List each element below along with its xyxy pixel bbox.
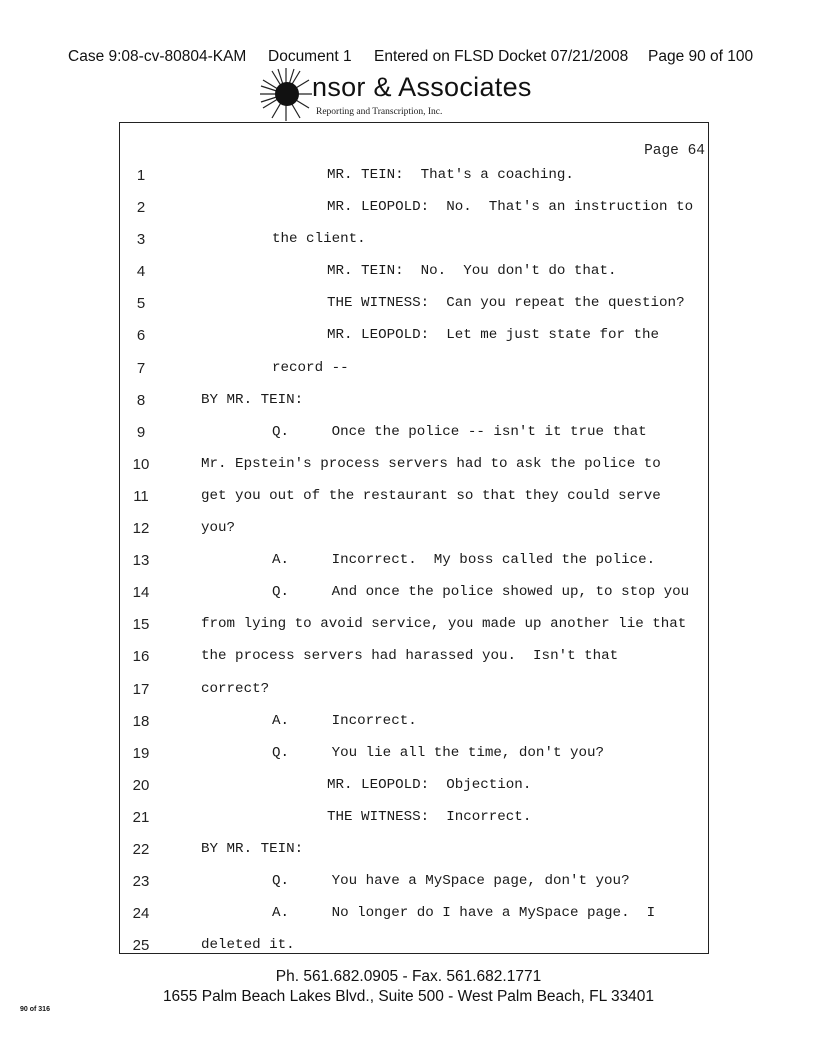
line-number: 2 — [136, 199, 146, 217]
line-text: from lying to avoid service, you made up another lie that — [201, 616, 687, 633]
transcript-line — [120, 834, 708, 866]
transcript-line — [120, 802, 708, 834]
line-text: MR. LEOPOLD: Objection. — [327, 776, 532, 793]
line-text: record -- — [272, 359, 349, 376]
line-text: Q. You have a MySpace page, don't you? — [272, 873, 630, 890]
line-text: Q. And once the police showed up, to stop you — [272, 584, 690, 601]
line-number: 5 — [136, 295, 146, 313]
line-number: 17 — [132, 680, 150, 698]
line-number: 4 — [136, 263, 146, 281]
line-number: 8 — [136, 391, 146, 409]
line-text: THE WITNESS: Incorrect. — [327, 808, 532, 825]
line-number: 7 — [136, 359, 146, 377]
brand-name: nsor & Associates — [312, 72, 532, 102]
line-text: correct? — [201, 680, 270, 697]
line-text: Q. You lie all the time, don't you? — [272, 744, 605, 761]
line-number: 21 — [132, 808, 150, 826]
transcript-line — [120, 706, 708, 738]
company-logo — [258, 66, 558, 126]
transcript-line — [120, 545, 708, 577]
line-number: 20 — [132, 776, 150, 794]
page-count: 90 of 316 — [20, 1006, 50, 1013]
line-text: the process servers had harassed you. Isn't that — [201, 648, 619, 665]
line-text: Mr. Epstein's process servers had to ask the police to — [201, 455, 661, 472]
transcript-line — [120, 256, 708, 288]
line-number: 23 — [132, 873, 150, 891]
document-number: Document 1 — [268, 48, 352, 65]
transcript-line — [120, 577, 708, 609]
line-number: 18 — [132, 712, 150, 730]
line-number: 14 — [132, 584, 150, 602]
line-text: get you out of the restaurant so that they could serve — [201, 487, 661, 504]
case-number: Case 9:08-cv-80804-KAM — [68, 48, 247, 65]
line-number: 12 — [132, 520, 150, 538]
line-text: MR. TEIN: That's a coaching. — [327, 167, 574, 183]
line-number: 13 — [132, 552, 150, 570]
transcript-line — [120, 609, 708, 641]
line-number: 9 — [136, 423, 146, 441]
line-text: the client. — [272, 231, 366, 248]
entered-date: Entered on FLSD Docket 07/21/2008 — [374, 48, 629, 65]
line-text: you? — [201, 520, 236, 537]
line-number: 10 — [132, 455, 150, 473]
line-number: 3 — [136, 231, 146, 249]
line-text: MR. LEOPOLD: Let me just state for the — [327, 327, 660, 344]
line-text: BY MR. TEIN: — [201, 391, 304, 408]
transcript-line — [120, 866, 708, 898]
transcript-line — [120, 513, 708, 545]
line-text: BY MR. TEIN: — [201, 840, 304, 857]
line-text: A. Incorrect. My boss called the police. — [272, 552, 656, 569]
transcript-line — [120, 770, 708, 802]
line-number: 6 — [136, 327, 146, 345]
line-number: 22 — [132, 840, 150, 858]
line-number: 16 — [132, 648, 150, 666]
transcript-line — [120, 738, 708, 770]
transcript-line — [120, 288, 708, 320]
transcript-page-label: Page 64 — [644, 143, 705, 159]
footer-address: 1655 Palm Beach Lakes Blvd., Suite 500 - West Palm Beach, FL 33401 — [162, 988, 655, 1005]
line-number: 11 — [133, 487, 149, 505]
line-text: Q. Once the police -- isn't it true that — [272, 423, 647, 440]
brand-tagline: Reporting and Transcription, Inc. — [316, 107, 443, 117]
transcript-line — [120, 449, 708, 481]
transcript-line — [120, 160, 708, 192]
line-number: 1 — [136, 167, 146, 184]
transcript-line — [120, 320, 708, 352]
transcript-line — [120, 224, 708, 256]
line-text: THE WITNESS: Can you repeat the question? — [327, 295, 685, 312]
transcript-lines — [120, 160, 708, 962]
transcript-line — [120, 192, 708, 224]
line-number: 19 — [132, 744, 150, 762]
line-text: deleted it. — [201, 937, 295, 954]
line-text: A. No longer do I have a MySpace page. I — [272, 905, 656, 922]
line-number: 24 — [132, 905, 150, 923]
line-number: 25 — [132, 937, 150, 955]
footer-phone: Ph. 561.682.0905 - Fax. 561.682.1771 — [275, 968, 542, 985]
transcript-line — [120, 385, 708, 417]
line-number: 15 — [132, 616, 150, 634]
transcript-line — [120, 417, 708, 449]
docket-page: Page 90 of 100 — [648, 48, 754, 65]
line-text: MR. LEOPOLD: No. That's an instruction to — [327, 199, 694, 216]
line-text: MR. TEIN: No. You don't do that. — [327, 263, 617, 280]
line-text: A. Incorrect. — [272, 712, 417, 729]
transcript-line — [120, 353, 708, 385]
sun-icon — [258, 66, 314, 122]
transcript-line — [120, 898, 708, 930]
transcript-line — [120, 674, 708, 706]
transcript-line — [120, 481, 708, 513]
transcript-line — [120, 641, 708, 673]
transcript-line — [120, 930, 708, 962]
